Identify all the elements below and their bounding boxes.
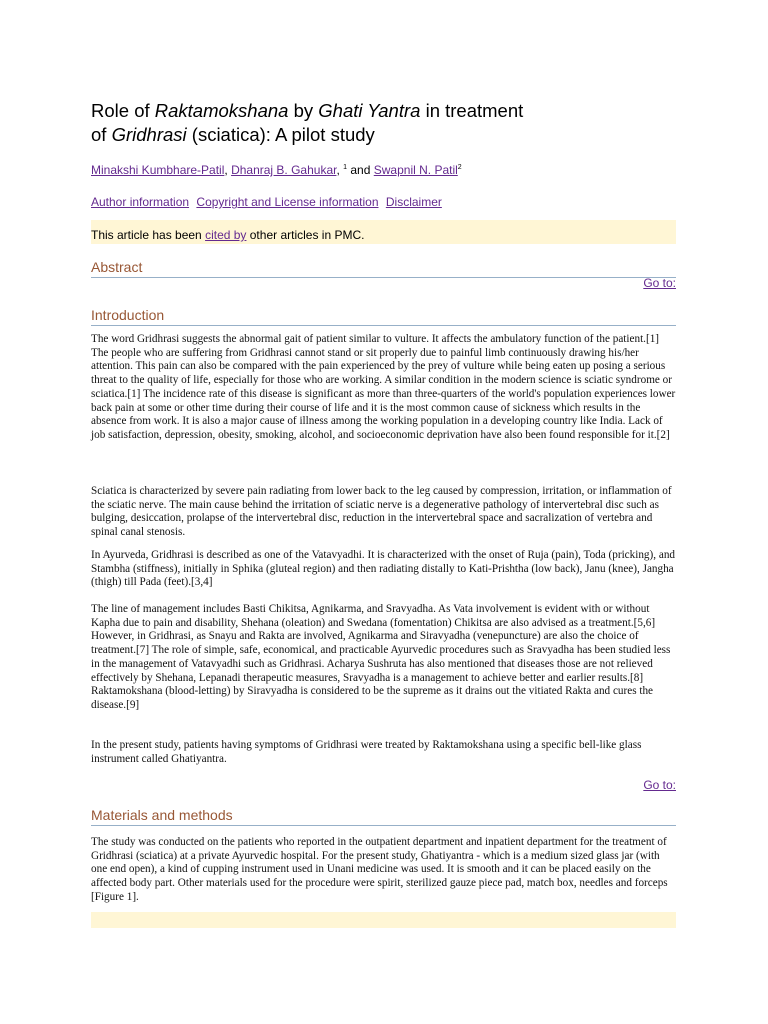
goto-link-1[interactable]: Go to:: [643, 276, 676, 290]
affiliation-marker: 1: [343, 164, 348, 171]
title-line-2: of Gridhrasi (sciatica): A pilot study: [91, 124, 375, 145]
cited-by-link[interactable]: cited by: [205, 228, 247, 242]
goto-link-2[interactable]: Go to:: [643, 778, 676, 792]
intro-paragraph-3: In Ayurveda, Gridhrasi is described as one of the Vatavyadhi. It is characterized with the onset of Ruja (pain), Toda (pricking), and Stambha (stiffness), initially in Sphika (gluteal region) and then radiating distally to Kati-Prishtha (low back), Janu (knee), Jangha (thigh) till Pada (feet).[3,4]: [91, 549, 676, 589]
title-line-1: Role of Raktamokshana by Ghati Yantra in treatment: [91, 100, 524, 121]
intro-paragraph-4: The line of management includes Basti Chikitsa, Agnikarma, and Sravyadha. As Vata involvement is evident with or without Kapha due to pain and disability, Shehana (oleation) and Swedana (fomentation) Chikitsa are also advised as a treatment.[5,6] However, in Gridhrasi, as Snayu and Rakta are involved, Agnikarma and Siravyadha (venepuncture) are also the choice of treatment.[7] The role of simple, safe, economical, and practicable Ayurvedic procedures such as Sravyadha has been studied less in the management of Vatavyadhi such as Gridhrasi. Acharya Sushruta has also mentioned that diseases those are not relieved effectively by Shehana, Lepanadi therapeutic measures, Sravyadha is a management to achieve better and earlier results.[8] Raktamokshana (blood-letting) by Siravyadha is considered to be the supreme as it drains out the vitiated Rakta and cures the disease.[9]: [91, 603, 671, 711]
author-link-2[interactable]: Dhanraj B. Gahukar: [231, 163, 337, 177]
author-link-1[interactable]: Minakshi Kumbhare-Patil: [91, 163, 225, 177]
article-meta-links: [91, 194, 676, 210]
author-information-link[interactable]: Author information: [91, 195, 190, 209]
goto-link: [91, 778, 676, 792]
methods-heading: Materials and methods: [91, 806, 676, 826]
cited-by-banner: This article has been cited by other articles in PMC.: [91, 220, 676, 244]
intro-paragraph-1: The word Gridhrasi suggests the abnormal gait of patient similar to vulture. It affects the ambulatory function of the patient.[1] The people who are suffering from Gridhrasi cannot stand or sit properly due to painful limb continuously drawing his/her attention. This pain can also be compared with the pain experienced by the prey of vulture while being eaten up posing a serious threat to the quality of life, especially for those who are working. A similar condition in the modern science is sciatic syndrome or sciatica.[1] The incidence rate of this disease is significant as more than three-quarters of the world's population experiences lower back pain at some or other time during their course of life and it is the most common cause of sickness which results in the absence from work. It is also a major cause of illness among the working population in a developing country like India. Lack of job satisfaction, depression, obesity, smoking, alcohol, and socioeconomic deprivation have also been found responsible for it.[2]: [91, 333, 676, 441]
introduction-heading: Introduction: [91, 306, 676, 326]
intro-paragraph-5: In the present study, patients having symptoms of Gridhrasi were treated by Raktamokshana using a specific bell-like glass instrument called Ghatiyantra.: [91, 739, 642, 765]
disclaimer-link[interactable]: Disclaimer: [385, 195, 442, 209]
affiliation-marker: 2: [457, 164, 462, 171]
article-title: [91, 99, 676, 147]
goto-link: [91, 276, 676, 290]
intro-paragraph-2: Sciatica is characterized by severe pain radiating from lower back to the leg caused by compression, irritation, or inflammation of the sciatic nerve. The main cause behind the irritation of sciatic nerve is a degenerative pathology of intervertebral disc such as bulging, desiccation, prolapse of the intervertebral disc, reduction in the intervertebral space and sacralization of vertebra and spinal canal stenosis.: [91, 485, 672, 539]
copyright-link[interactable]: Copyright and License information: [196, 195, 379, 209]
methods-paragraph-1: The study was conducted on the patients who reported in the outpatient department and inpatient department for the treatment of Gridhrasi (sciatica) at a private Ayurvedic hospital. For the present study, Ghatiyantra - which is a medium sized glass jar (with one end open), a kind of cupping instrument used in Unani medicine was used. It is smooth and it can be placed easily on the affected body part. Other materials used for the procedure were spirit, sterilized gauze piece pad, match box, needles and forceps [Figure 1].: [91, 836, 668, 903]
figure-preview-box[interactable]: [91, 912, 676, 928]
author-link-3[interactable]: Swapnil N. Patil: [373, 163, 458, 177]
author-list: Minakshi Kumbhare-Patil, Dhanraj B. Gahukar, $^1$ and Swapnil N. Patil$^2$: [91, 163, 462, 177]
abstract-heading: Abstract: [91, 258, 676, 278]
